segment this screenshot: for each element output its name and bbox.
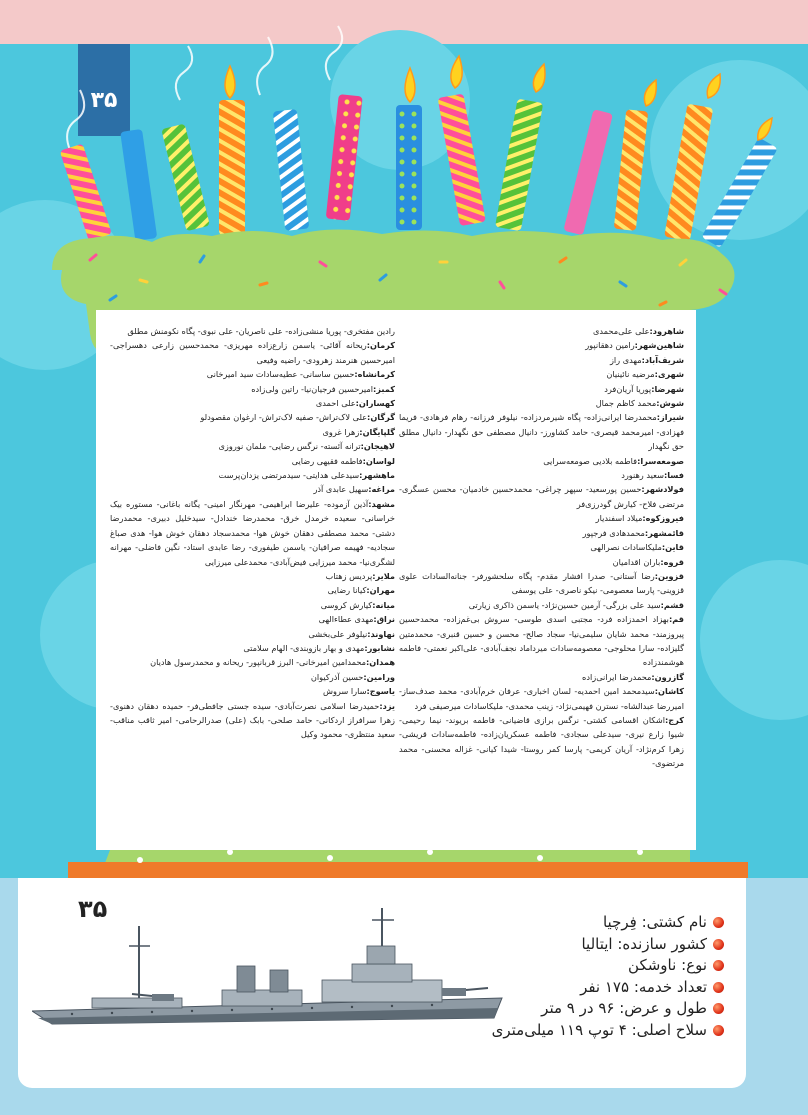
ship-spec-row [424, 1020, 724, 1042]
city-name: گرگان: [367, 412, 395, 423]
city-entry [399, 396, 684, 410]
city-name: ملایر: [372, 570, 395, 581]
city-name: کاشان: [654, 686, 684, 697]
city-entry [399, 482, 684, 511]
city-entry [399, 555, 684, 569]
city-entry [110, 338, 395, 367]
city-entry [110, 641, 395, 655]
reader-names: محمدرضا ایرانی‌زاده [582, 671, 652, 682]
city-entry [110, 569, 395, 583]
city-entry [399, 670, 684, 684]
city-entry [110, 655, 395, 669]
city-entry [110, 583, 395, 597]
city-name: شهری: [654, 369, 684, 380]
names-list-panel [96, 310, 696, 850]
city-entry [110, 425, 395, 439]
ship-spec-row [424, 998, 724, 1020]
city-entry [399, 338, 684, 352]
reader-names: رادین مفتخری- پوریا منشی‌زاده- علی ناصریان- علی نبوی- پگاه نکومنش مطلق [127, 326, 395, 336]
city-entry [110, 670, 395, 684]
city-name: نهاوند: [367, 628, 395, 639]
reader-names: سهیل عابدی آذر [313, 484, 369, 495]
ship-spec-value: ناوشکن [628, 956, 677, 974]
city-name: گازرون: [651, 671, 684, 682]
city-entry [399, 612, 684, 670]
ship-spec-label: تعداد خدمه: [629, 977, 707, 996]
reader-names: حمیدرضا اسلامی نصرت‌آبادی- سیده جستی جافطی‌فر- حمیده دهقان دهنوی- زهرا سرافراز اردکانی- حامد صلحی- بابک (علی) صدرالرحامی- امیر ثاقب مناقب- سعید منتظری- محمود وکیل [110, 700, 395, 740]
reader-names: پوریا آریان‌فرد [604, 383, 652, 394]
ship-spec-row [424, 934, 724, 956]
city-entry [110, 699, 395, 742]
reader-names: سیدعلی هدایتی- سیدمرتضی یزدان‌پرست [218, 470, 360, 481]
reader-names: حسین آذرکیوان [310, 671, 364, 682]
city-name: قاین: [661, 542, 684, 553]
page-number-top: ۳۵ [90, 88, 118, 113]
ship-spec-value: ۹۶ در ۹ متر [541, 999, 615, 1017]
reader-names: امیرحسین فرجیان‌نیا- راتین ولی‌زاده [251, 383, 374, 394]
reader-names: مهدی راز [609, 354, 642, 365]
city-entry [399, 684, 684, 713]
ship-spec-label: نام کشتی: [636, 913, 707, 931]
ship-spec-row [424, 955, 724, 977]
city-name: قشم: [660, 599, 684, 610]
city-entry [399, 367, 684, 381]
city-name: لاهیجان: [360, 441, 395, 452]
city-name: فیروزکوه: [642, 513, 684, 524]
reader-names: علی لاک‌تراش- صفیه لاک‌تراش- ارغوان مقصودلو [200, 412, 368, 423]
city-entry [110, 482, 395, 496]
reader-names: سعید رهنورد [621, 470, 664, 481]
ship-specs-list [424, 912, 724, 1041]
bullet-icon [713, 1025, 724, 1036]
city-entry [110, 454, 395, 468]
ship-spec-value: ۴ توپ ۱۱۹ میلی‌متری [491, 1020, 627, 1039]
reader-names: محمد کاظم جمال [595, 398, 657, 409]
city-name: شیراز: [656, 412, 684, 423]
reader-names: محمدهادی فرجپور [582, 527, 645, 538]
city-entry [110, 684, 395, 698]
city-name: میانه: [372, 599, 395, 610]
city-name: شهرضا: [651, 383, 684, 394]
bullet-icon [713, 1003, 724, 1014]
reader-names: پردیس زهتاب [325, 570, 373, 581]
city-entry [110, 396, 395, 410]
city-entry [110, 468, 395, 482]
city-entry [110, 439, 395, 453]
ship-spec-value: ۱۷۵ نفر [580, 977, 630, 996]
reader-names: بهزاد احمدزاده فرد- مجتبی اسدی طوسی- سروش بی‌غم‌زاده- محمدحسین پیروزمند- محمد شایان سلیمی‌نیا- سجاد صالح- محسن و حسین قنبری- محمدمتین گلیزاده- سارا محلوجی- معصومه‌سادات میرداماد نجف‌آبادی- علی‌اکبر نعمتی- فاطمه هوشمندزاده [399, 614, 684, 668]
city-name: شاهین‌شهر: [634, 340, 684, 351]
reader-names: فاطمه فقیهی رضایی [291, 455, 363, 466]
ship-spec-label: طول و عرض: [614, 999, 707, 1017]
city-name: یاسوج: [366, 686, 395, 697]
city-name: صومعه‌سرا: [637, 455, 684, 466]
city-name: ورامین: [363, 671, 395, 682]
reader-names: حسین ساسانی- عطیه‌سادات سید امیرخانی [206, 369, 355, 380]
city-name: شریف‌آباد: [641, 354, 684, 365]
city-name: قم: [668, 614, 684, 625]
city-name: همدان: [366, 657, 395, 668]
city-name: کرمانشاه: [354, 369, 395, 380]
city-name: مهران: [366, 585, 395, 596]
city-name: ماهشهر: [359, 470, 395, 481]
city-entry [110, 598, 395, 612]
city-entry [399, 324, 684, 338]
city-entry [110, 627, 395, 641]
reader-names: مهدی و بهار بازوبندی- الهام سلامتی [243, 642, 365, 653]
city-entry [399, 454, 684, 468]
reader-names: اشکان اقسامی کشتی- نرگس برازی قاضیانی- فاطمه بریوند- نیما رحیمی- شیوا زارع نیری- سیدعلی سجادی- فاطمه عسکریان‌زاده- فاطمه‌سادات قریشی- زهرا کرم‌نژاد- آریان کریمی- پارسا کمر روستا- شیدا کیانی- غزاله محسنی- محمد مرتضوی- [399, 714, 684, 769]
reader-names: کیارش کروسی [320, 599, 373, 610]
reader-names: ریحانه آقائی- یاسمن زارع‌زاده مهریزی- محمدحسین زارعی دهسراجی- امیرحسین هنرمند زهرودی- راضیه وفیعی [110, 340, 395, 365]
city-name: کرمان: [366, 340, 395, 351]
reader-names: ملیکاسادات نصرالهی [590, 542, 662, 553]
names-column-left [110, 324, 395, 742]
city-name: مراغه: [368, 484, 395, 495]
bullet-icon [713, 960, 724, 971]
ship-spec-label: سلاح اصلی: [626, 1020, 707, 1039]
city-entry [399, 511, 684, 525]
bullet-icon [713, 982, 724, 993]
page-number-bottom: ۳۵ [78, 895, 108, 923]
city-name: کمبز: [373, 383, 395, 394]
city-entry [399, 713, 684, 771]
city-entry [399, 382, 684, 396]
reader-names: علی احمدی [315, 398, 356, 409]
city-name: نراق: [373, 614, 395, 625]
city-name: مشهد: [368, 498, 395, 509]
ship-spec-row [424, 912, 724, 934]
reader-names: زهرا غروی [322, 426, 360, 437]
city-name: کرج: [664, 714, 684, 725]
city-entry [399, 540, 684, 554]
reader-names: کیانا رضایی [327, 585, 367, 596]
reader-names: علی علی‌محمدی [592, 326, 650, 336]
city-entry [110, 612, 395, 626]
reader-names: مهدی عطاءالهی [318, 614, 374, 625]
city-entry [110, 497, 395, 569]
reader-names: نیلوفر علی‌بخشی [308, 628, 368, 639]
city-name: شوش: [656, 398, 684, 409]
city-name: قزوین: [654, 570, 684, 581]
city-entry [110, 382, 395, 396]
bullet-icon [713, 939, 724, 950]
city-name: لواسان: [362, 455, 395, 466]
candles [60, 94, 778, 248]
city-entry [110, 410, 395, 424]
ship-spec-value: فِرچیا [602, 913, 637, 931]
city-name: فسا: [663, 470, 684, 481]
city-name: قائمشهر: [644, 527, 684, 538]
city-entry [110, 367, 395, 381]
city-entry [399, 598, 684, 612]
reader-names: محمدامین امیرخانی- البرز قربانپور- ریحانه و محمدرسول هادیان [150, 657, 367, 668]
names-column-right [399, 324, 684, 771]
ship-spec-label: نوع: [676, 956, 707, 974]
reader-names: رضا آستانی- صدرا افشار مقدم- پگاه سلحشورفر- جنانه‌السادات علوی قزوینی- پارسا معصومی- نیکو ناصری- علی یوسفی [399, 570, 684, 596]
city-entry [399, 410, 684, 453]
bullet-icon [713, 917, 724, 928]
ship-spec-label: کشور سازنده: [612, 934, 707, 953]
reader-names: مرضیه نائینیان [606, 369, 655, 380]
city-entry [399, 526, 684, 540]
city-entry [110, 324, 395, 338]
city-name: شاهرود: [649, 326, 684, 336]
reader-names: سیدمحمد امین احمدیه- لسان اخباری- عرفان خرم‌آبادی- محمد صدف‌ساز- امیررضا عبدالشاه- نسترن فهیمی‌نژاد- زینب محمدی- ملیکاسادات میرصیفی فرد [399, 686, 684, 711]
city-entry [399, 569, 684, 598]
city-name: یزد: [379, 700, 395, 711]
reader-names: سارا سروش [322, 686, 367, 697]
city-entry [399, 353, 684, 367]
city-name: فولادشهر: [641, 484, 684, 495]
ship-spec-value: ایتالیا [581, 934, 613, 953]
reader-names: محمدرضا ایرانی‌زاده- پگاه شیرمردزاده- نیلوفر فرزانه- رهام فرهادی- فریما فهزادی- امیرمحمد قیصری- حامد کشاورز- دانیال مصطفی حق نگهدار- دانیال مطلق حق نگهدار [399, 412, 684, 452]
reader-names: سید علی بزرگی- آرمین حسین‌نژاد- یاسمن ذاکری زیارتی [468, 599, 661, 610]
city-name: کهساران: [355, 398, 395, 409]
city-name: گلپایگان: [359, 426, 395, 437]
city-name: نشابور: [364, 642, 395, 653]
city-entry [399, 468, 684, 482]
reader-names: میلاد اسفندیار [595, 513, 643, 524]
city-name: قروه: [660, 556, 684, 567]
reader-names: حسین پورسعید- سپهر چراغی- محمدحسین خادمیان- محسن عسگری- مرتضی فلاح- کیارش گودرزی‌فر [399, 484, 684, 509]
reader-names: فاطمه بلادیی صومعه‌سرایی [543, 455, 638, 466]
reader-names: باران اقدامیان [612, 556, 661, 567]
reader-names: آذین آزموده- علیرضا ابراهیمی- مهرنگار امینی- یگانه باغانی- مستوره بیک خراسانی- سعیده خرمدل خرق- محمدرضا خندادل- سیدخلیل دبیری- محمدرضا دشتی- محمد مصطفی دهقان خوش هوا- محمدسجاد دهقان خوش هوا- هدی صباغ سجادیه- فهیمه صرافیان- یاسمن طیفوری- رضا عابدی استاد- نگین فاضلی- مهرانه لشگری‌نیا- محمد میرزایی فیض‌آبادی- محمدعلی میرزایی [110, 498, 395, 567]
ship-spec-row [424, 977, 724, 999]
reader-names: ترانه آئسته- نرگس رضایی- ملمان نوروزی [218, 441, 361, 452]
reader-names: رامین دهقانپور [585, 340, 635, 351]
